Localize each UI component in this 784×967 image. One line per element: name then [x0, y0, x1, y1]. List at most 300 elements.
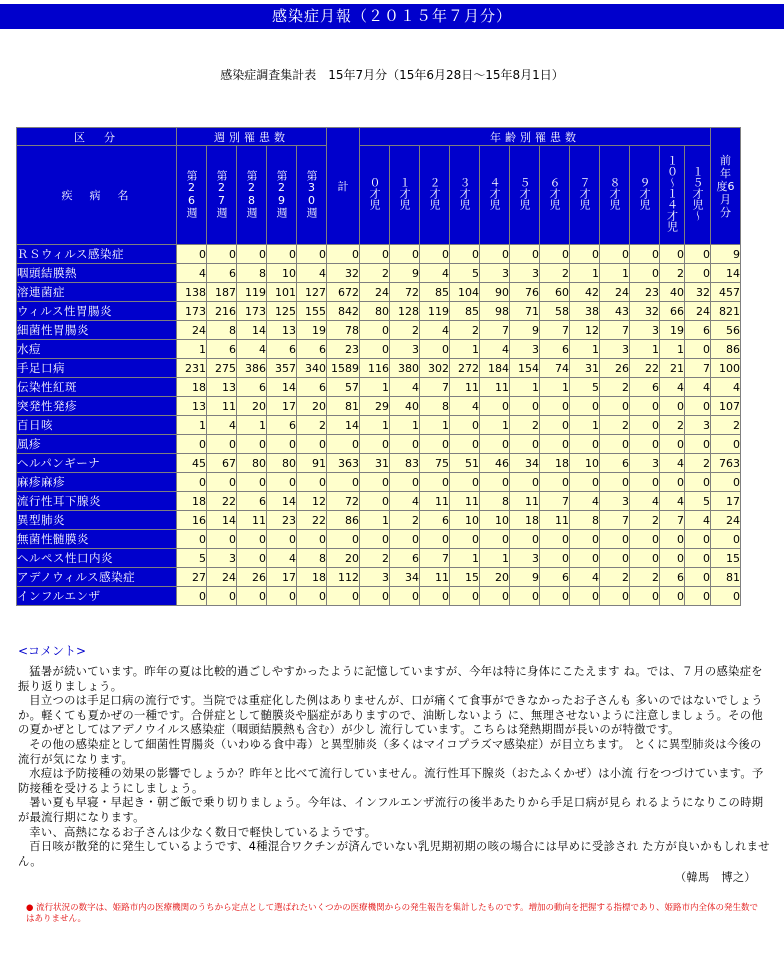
count-cell: 10 [267, 264, 296, 282]
stats-table [16, 127, 741, 606]
count-cell: 155 [297, 302, 326, 320]
count-cell: 18 [177, 378, 206, 396]
count-cell: 4 [267, 549, 296, 567]
count-cell: 3 [600, 492, 629, 510]
count-cell: 17 [711, 492, 740, 510]
count-cell: 9 [711, 245, 740, 263]
count-cell: 11 [420, 568, 449, 586]
age-header: 年齢別罹患数 [360, 128, 710, 145]
table-row [17, 302, 740, 320]
count-cell: 0 [267, 435, 296, 453]
count-cell: 23 [327, 340, 359, 358]
count-cell: 8 [237, 264, 266, 282]
count-cell: 32 [327, 264, 359, 282]
table-row [17, 473, 740, 491]
count-cell: 127 [297, 283, 326, 301]
count-cell: 32 [630, 302, 659, 320]
count-cell: 1 [450, 340, 479, 358]
age-group-header: ６才児 [540, 146, 569, 244]
count-cell: 0 [510, 435, 539, 453]
count-cell: 85 [420, 283, 449, 301]
count-cell: 4 [237, 340, 266, 358]
count-cell: 0 [630, 587, 659, 605]
comment-paragraph: 水痘は予防接種の効果の影響でしょうか？昨年と比べて流行していません。流行性耳下腺炎（おたふくかぜ）は小流 行をつづけています。予防接種を受けるようにしましょう。 [18, 767, 764, 795]
count-cell: 6 [540, 340, 569, 358]
count-cell: 4 [711, 378, 740, 396]
footnote-text: 流行状況の数字は、姫路市内の医療機関のうちから定点として選ばれたいくつかの医療機関からの発生報告を集計したものです。増加の動向を把握する指標であり、姫路市内全体の発生数ではありません。 [26, 903, 758, 924]
count-cell: 672 [327, 283, 359, 301]
count-cell: 763 [711, 454, 740, 472]
count-cell: 27 [177, 568, 206, 586]
comment-heading: <コメント> [18, 644, 87, 658]
count-cell: 45 [177, 454, 206, 472]
count-cell: 6 [660, 568, 684, 586]
count-cell: 4 [570, 492, 599, 510]
count-cell: 58 [540, 302, 569, 320]
count-cell: 14 [237, 321, 266, 339]
count-cell: 0 [510, 530, 539, 548]
count-cell: 0 [660, 473, 684, 491]
count-cell: 11 [450, 492, 479, 510]
count-cell: 20 [480, 568, 509, 586]
count-cell: 216 [207, 302, 236, 320]
count-cell: 40 [660, 283, 684, 301]
count-cell: 0 [360, 492, 389, 510]
count-cell: 56 [711, 321, 740, 339]
count-cell: 74 [540, 359, 569, 377]
count-cell: 0 [600, 397, 629, 415]
count-cell: 80 [237, 454, 266, 472]
count-cell: 66 [660, 302, 684, 320]
table-row [17, 530, 740, 548]
comment-paragraph: 猛暑が続いています。昨年の夏は比較的過ごしやすかったように記憶していますが、今年は特に身体にこたえます ね。では、７月の感染症を振り返りましょう。 [18, 665, 763, 693]
count-cell: 67 [207, 454, 236, 472]
count-cell: 154 [510, 359, 539, 377]
count-cell: 0 [570, 530, 599, 548]
count-cell: 86 [327, 511, 359, 529]
disease-name: 手足口病 [17, 359, 176, 377]
count-cell: 0 [685, 530, 710, 548]
count-cell: 80 [360, 302, 389, 320]
count-cell: 0 [360, 473, 389, 491]
count-cell: 0 [600, 587, 629, 605]
count-cell: 0 [420, 435, 449, 453]
comment-author: （韓馬 博之） [674, 871, 756, 885]
disease-name: 百日咳 [17, 416, 176, 434]
count-cell: 81 [327, 397, 359, 415]
table-row [17, 245, 740, 263]
age-group-header: ４才児 [480, 146, 509, 244]
count-cell: 11 [207, 397, 236, 415]
count-cell: 1 [510, 378, 539, 396]
table-row [17, 321, 740, 339]
count-cell: 0 [267, 473, 296, 491]
count-cell: 0 [237, 549, 266, 567]
count-cell: 0 [685, 568, 710, 586]
count-cell: 24 [600, 283, 629, 301]
count-cell: 6 [630, 378, 659, 396]
count-cell: 187 [207, 283, 236, 301]
count-cell: 6 [207, 340, 236, 358]
count-cell: 26 [237, 568, 266, 586]
count-cell: 14 [267, 492, 296, 510]
count-cell: 0 [207, 473, 236, 491]
count-cell: 0 [540, 245, 569, 263]
count-cell: 0 [660, 245, 684, 263]
count-cell: 18 [297, 568, 326, 586]
count-cell: 101 [267, 283, 296, 301]
age-group-header: ７才児 [570, 146, 599, 244]
count-cell: 0 [660, 549, 684, 567]
count-cell: 1 [420, 416, 449, 434]
count-cell: 57 [327, 378, 359, 396]
count-cell: 2 [660, 416, 684, 434]
bullet-icon: ● [26, 903, 34, 913]
count-cell: 0 [510, 245, 539, 263]
comment-paragraph: 暑い夏も早寝・早起き・朝ご飯で乗り切りましょう。今年は、インフルエンザ流行の後半あたりから手足口病が見ら れるようになりこの時期が最流行期になります。 [18, 796, 764, 824]
table-subtitle: 感染症調査集計表 15年7月分（15年6月28日～15年8月1日） [220, 68, 564, 82]
count-cell: 5 [177, 549, 206, 567]
count-cell: 1589 [327, 359, 359, 377]
count-cell: 0 [600, 549, 629, 567]
count-cell: 0 [177, 473, 206, 491]
table-row [17, 511, 740, 529]
count-cell: 2 [297, 416, 326, 434]
count-cell: 6 [297, 378, 326, 396]
count-cell: 9 [510, 568, 539, 586]
table-row [17, 416, 740, 434]
count-cell: 0 [420, 245, 449, 263]
count-cell: 0 [420, 473, 449, 491]
count-cell: 0 [360, 530, 389, 548]
count-cell: 75 [420, 454, 449, 472]
count-cell: 34 [510, 454, 539, 472]
count-cell: 0 [450, 416, 479, 434]
count-cell: 4 [630, 492, 659, 510]
count-cell: 0 [237, 435, 266, 453]
count-cell: 0 [660, 530, 684, 548]
table-row [17, 492, 740, 510]
count-cell: 8 [570, 511, 599, 529]
count-cell: 6 [685, 321, 710, 339]
count-cell: 2 [360, 549, 389, 567]
count-cell: 6 [390, 549, 419, 567]
footnote [26, 903, 766, 925]
count-cell: 0 [570, 473, 599, 491]
count-cell: 2 [711, 416, 740, 434]
count-cell: 3 [600, 340, 629, 358]
count-cell: 72 [390, 283, 419, 301]
count-cell: 0 [630, 435, 659, 453]
count-cell: 0 [360, 587, 389, 605]
disease-name: インフルエンザ [17, 587, 176, 605]
count-cell: 0 [327, 435, 359, 453]
count-cell: 18 [177, 492, 206, 510]
count-cell: 17 [267, 568, 296, 586]
count-cell: 8 [207, 321, 236, 339]
count-cell: 11 [237, 511, 266, 529]
count-cell: 7 [540, 492, 569, 510]
count-cell: 1 [570, 264, 599, 282]
count-cell: 386 [237, 359, 266, 377]
count-cell: 16 [177, 511, 206, 529]
count-cell: 125 [267, 302, 296, 320]
count-cell: 90 [480, 283, 509, 301]
count-cell: 78 [327, 321, 359, 339]
count-cell: 0 [327, 245, 359, 263]
count-cell: 6 [297, 340, 326, 358]
count-cell: 11 [420, 492, 449, 510]
count-cell: 0 [390, 473, 419, 491]
count-cell: 7 [480, 321, 509, 339]
count-cell: 0 [237, 587, 266, 605]
count-cell: 9 [510, 321, 539, 339]
count-cell: 98 [480, 302, 509, 320]
week-header: 第30週 [297, 146, 326, 244]
count-cell: 15 [450, 568, 479, 586]
count-cell: 0 [480, 245, 509, 263]
count-cell: 71 [510, 302, 539, 320]
disease-name: 風疹 [17, 435, 176, 453]
disease-name: 水痘 [17, 340, 176, 358]
count-cell: 8 [480, 492, 509, 510]
count-cell: 107 [711, 397, 740, 415]
count-cell: 20 [327, 549, 359, 567]
count-cell: 272 [450, 359, 479, 377]
count-cell: 0 [360, 321, 389, 339]
count-cell: 2 [630, 511, 659, 529]
count-cell: 0 [360, 245, 389, 263]
count-cell: 1 [480, 416, 509, 434]
disease-name: 流行性耳下腺炎 [17, 492, 176, 510]
count-cell: 357 [267, 359, 296, 377]
count-cell: 0 [540, 587, 569, 605]
count-cell: 22 [297, 511, 326, 529]
count-cell: 0 [660, 397, 684, 415]
disease-name: 異型肺炎 [17, 511, 176, 529]
count-cell: 10 [480, 511, 509, 529]
count-cell: 0 [600, 245, 629, 263]
count-cell: 0 [237, 245, 266, 263]
comment-paragraph: 目立つのは手足口病の流行です。当院では重症化した例はありませんが、口が痛くて食事ができなかったお子さんも 多いのではないでしょうか。軽くても夏かぜの一種です。合併症として髄膜炎や脳症がありますので、油断しないよう に、無理させないように注意しましょう。その他の夏かぜとしてはアデノウイルス感染症（咽頭結膜熱も含む）が少し 流行しています。こちらは発熱期間が長いのが特徴です。 [18, 694, 763, 737]
count-cell: 24 [711, 511, 740, 529]
count-cell: 0 [480, 530, 509, 548]
count-cell: 4 [570, 568, 599, 586]
count-cell: 0 [685, 473, 710, 491]
disease-name: ウィルス性胃腸炎 [17, 302, 176, 320]
count-cell: 0 [267, 530, 296, 548]
count-cell: 12 [570, 321, 599, 339]
count-cell: 14 [207, 511, 236, 529]
count-cell: 302 [420, 359, 449, 377]
age-group-header: ８才児 [600, 146, 629, 244]
count-cell: 43 [600, 302, 629, 320]
count-cell: 0 [630, 473, 659, 491]
count-cell: 2 [660, 264, 684, 282]
count-cell: 2 [600, 416, 629, 434]
disease-name: ＲＳウィルス感染症 [17, 245, 176, 263]
count-cell: 1 [480, 549, 509, 567]
count-cell: 0 [327, 530, 359, 548]
disease-name: アデノウィルス感染症 [17, 568, 176, 586]
count-cell: 0 [685, 587, 710, 605]
count-cell: 6 [267, 340, 296, 358]
count-cell: 1 [177, 340, 206, 358]
count-cell: 4 [207, 416, 236, 434]
count-cell: 5 [570, 378, 599, 396]
comment-paragraph: 幸い、高熱になるお子さんは少なく数日で軽快しているようです。 [29, 825, 377, 839]
count-cell: 18 [540, 454, 569, 472]
count-cell: 184 [480, 359, 509, 377]
count-cell: 116 [360, 359, 389, 377]
count-cell: 0 [630, 416, 659, 434]
count-cell: 42 [570, 283, 599, 301]
count-cell: 40 [390, 397, 419, 415]
table-row [17, 454, 740, 472]
count-cell: 0 [297, 587, 326, 605]
age-group-header: １５才児〜 [685, 146, 710, 244]
age-group-header: ２才児 [420, 146, 449, 244]
count-cell: 4 [685, 378, 710, 396]
count-cell: 81 [711, 568, 740, 586]
count-cell: 24 [685, 302, 710, 320]
count-cell: 19 [660, 321, 684, 339]
count-cell: 0 [685, 264, 710, 282]
count-cell: 1 [360, 416, 389, 434]
disease-name: 無菌性髄膜炎 [17, 530, 176, 548]
count-cell: 340 [297, 359, 326, 377]
count-cell: 0 [297, 530, 326, 548]
count-cell: 119 [237, 283, 266, 301]
count-cell: 6 [237, 492, 266, 510]
count-cell: 83 [390, 454, 419, 472]
count-cell: 0 [540, 416, 569, 434]
disease-header: 疾 病 名 [17, 146, 176, 244]
count-cell: 2 [540, 264, 569, 282]
count-cell: 0 [207, 245, 236, 263]
table-row [17, 435, 740, 453]
count-cell: 0 [660, 435, 684, 453]
count-cell: 0 [177, 530, 206, 548]
count-cell: 34 [390, 568, 419, 586]
count-cell: 0 [237, 530, 266, 548]
count-cell: 0 [630, 245, 659, 263]
count-cell: 0 [510, 397, 539, 415]
count-cell: 8 [420, 397, 449, 415]
age-group-header: ０才児 [360, 146, 389, 244]
count-cell: 0 [327, 587, 359, 605]
count-cell: 80 [267, 454, 296, 472]
count-cell: 4 [480, 340, 509, 358]
count-cell: 15 [711, 549, 740, 567]
count-cell: 3 [510, 264, 539, 282]
count-cell: 7 [660, 511, 684, 529]
count-cell: 173 [177, 302, 206, 320]
prev-year-header: 前年度6月分 [711, 128, 740, 244]
count-cell: 38 [570, 302, 599, 320]
count-cell: 2 [450, 321, 479, 339]
count-cell: 3 [480, 264, 509, 282]
table-row [17, 397, 740, 415]
count-cell: 4 [685, 511, 710, 529]
count-cell: 0 [450, 435, 479, 453]
count-cell: 7 [420, 378, 449, 396]
count-cell: 0 [480, 587, 509, 605]
count-cell: 2 [685, 454, 710, 472]
count-cell: 29 [360, 397, 389, 415]
count-cell: 60 [540, 283, 569, 301]
count-cell: 0 [685, 245, 710, 263]
disease-name: 伝染性紅斑 [17, 378, 176, 396]
count-cell: 6 [600, 454, 629, 472]
count-cell: 0 [267, 245, 296, 263]
count-cell: 1 [570, 340, 599, 358]
count-cell: 0 [297, 473, 326, 491]
count-cell: 0 [570, 549, 599, 567]
count-cell: 0 [540, 435, 569, 453]
comment-paragraph: 百日咳が散発的に発生しているようです、4種混合ワクチンが済んでいない乳児期初期の咳の場合には早めに受診され た方が良いかもしれません。 [18, 840, 770, 868]
count-cell: 31 [570, 359, 599, 377]
count-cell: 22 [630, 359, 659, 377]
count-cell: 1 [630, 340, 659, 358]
table-row [17, 568, 740, 586]
count-cell: 0 [540, 549, 569, 567]
count-cell: 0 [390, 530, 419, 548]
age-group-header: １才児 [390, 146, 419, 244]
count-cell: 13 [177, 397, 206, 415]
count-cell: 76 [510, 283, 539, 301]
count-cell: 4 [420, 321, 449, 339]
count-cell: 0 [207, 587, 236, 605]
count-cell: 6 [267, 416, 296, 434]
count-cell: 0 [480, 435, 509, 453]
count-cell: 119 [420, 302, 449, 320]
count-cell: 0 [420, 587, 449, 605]
count-cell: 4 [177, 264, 206, 282]
count-cell: 1 [660, 340, 684, 358]
table-row [17, 587, 740, 605]
count-cell: 3 [360, 568, 389, 586]
count-cell: 0 [711, 473, 740, 491]
count-cell: 5 [685, 492, 710, 510]
week-header: 第29週 [267, 146, 296, 244]
count-cell: 3 [510, 340, 539, 358]
count-cell: 4 [297, 264, 326, 282]
count-cell: 1 [570, 416, 599, 434]
count-cell: 0 [237, 473, 266, 491]
count-cell: 2 [360, 264, 389, 282]
count-cell: 7 [600, 511, 629, 529]
count-cell: 18 [510, 511, 539, 529]
age-group-header: ３才児 [450, 146, 479, 244]
count-cell: 0 [711, 587, 740, 605]
count-cell: 11 [480, 378, 509, 396]
count-cell: 0 [570, 587, 599, 605]
count-cell: 8 [297, 549, 326, 567]
count-cell: 1 [177, 416, 206, 434]
count-cell: 13 [267, 321, 296, 339]
count-cell: 24 [177, 321, 206, 339]
count-cell: 72 [327, 492, 359, 510]
table-row [17, 359, 740, 377]
count-cell: 7 [600, 321, 629, 339]
count-cell: 0 [630, 264, 659, 282]
count-cell: 0 [420, 340, 449, 358]
count-cell: 0 [570, 435, 599, 453]
count-cell: 22 [207, 492, 236, 510]
count-cell: 0 [297, 435, 326, 453]
table-row [17, 264, 740, 282]
